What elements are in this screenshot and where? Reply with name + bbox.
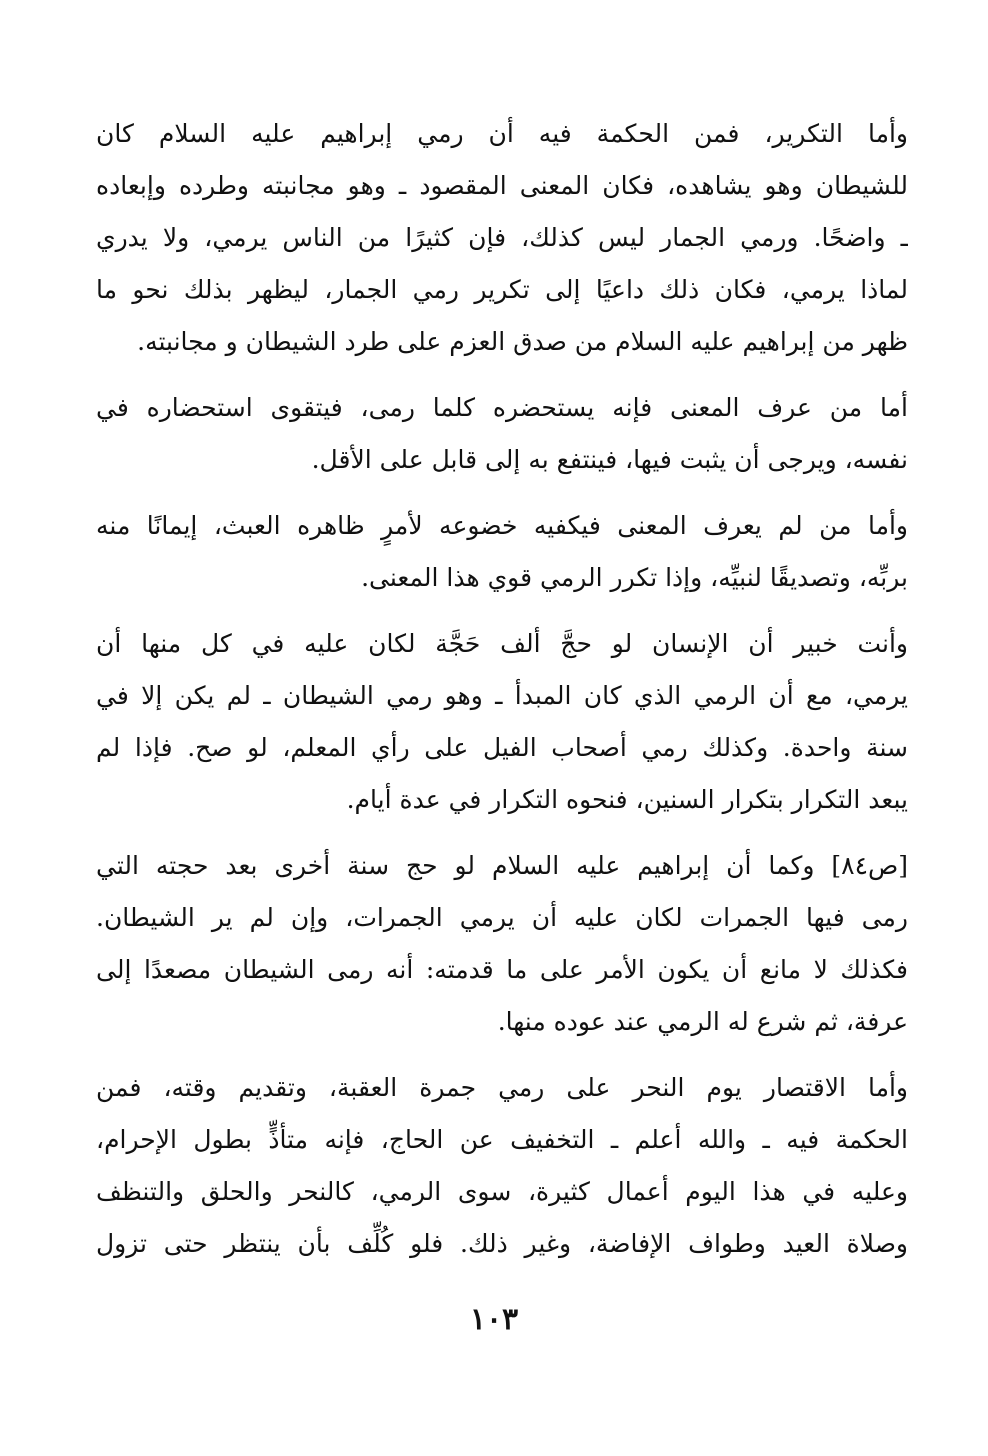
- text-line: وصلاة العيد وطواف الإفاضة، وغير ذلك. فلو كُلِّف بأن ينتظر حتى تزول: [96, 1229, 908, 1258]
- text-line: الحكمة فيه ـ والله أعلم ـ التخفيف عن الحاج، فإنه متأذٍّ بطول الإحرام،: [96, 1125, 908, 1154]
- paragraph: [96, 108, 908, 368]
- page-body: [96, 108, 908, 1284]
- text-line: وأما التكرير، فمن الحكمة فيه أن رمي إبراهيم عليه السلام كان: [96, 119, 908, 148]
- text-line: يبعد التكرار بتكرار السنين، فنحوه التكرار في عدة أيام.: [346, 785, 908, 814]
- text-line: عرفة، ثم شرع له الرمي عند عوده منها.: [497, 1007, 908, 1036]
- text-line: ظهر من إبراهيم عليه السلام من صدق العزم على طرد الشيطان و مجانبته.: [137, 327, 908, 356]
- text-line: لماذا يرمي، فكان ذلك داعيًا إلى تكرير رمي الجمار، ليظهر بذلك نحو ما: [96, 275, 908, 304]
- paragraph: [96, 500, 908, 604]
- text-line: ـ واضحًا. ورمي الجمار ليس كذلك، فإن كثيرًا من الناس يرمي، ولا يدري: [96, 223, 908, 252]
- text-line: وعليه في هذا اليوم أعمال كثيرة، سوى الرمي، كالنحر والحلق والتنظف: [96, 1177, 908, 1206]
- text-line: رمى فيها الجمرات لكان عليه أن يرمي الجمرات، وإن لم ير الشيطان.: [96, 903, 908, 932]
- text-line: يرمي، مع أن الرمي الذي كان المبدأ ـ وهو رمي الشيطان ـ لم يكن إلا في: [96, 681, 908, 710]
- text-line: وأما الاقتصار يوم النحر على رمي جمرة العقبة، وتقديم وقته، فمن: [96, 1073, 908, 1102]
- text-line: [ص٨٤] وكما أن إبراهيم عليه السلام لو حج سنة أخرى بعد حجته التي: [96, 851, 908, 880]
- paragraph: [96, 840, 908, 1048]
- page-number: ١٠٣: [469, 1302, 519, 1337]
- paragraph: [96, 382, 908, 486]
- paragraph: [96, 618, 908, 826]
- text-line: نفسه، ويرجى أن يثبت فيها، فينتفع به إلى قابل على الأقل.: [311, 445, 908, 474]
- text-line: بربِّه، وتصديقًا لنبيِّه، وإذا تكرر الرمي قوي هذا المعنى.: [361, 563, 908, 592]
- text-line: أما من عرف المعنى فإنه يستحضره كلما رمى، فيتقوى استحضاره في: [96, 393, 908, 422]
- text-line: وأما من لم يعرف المعنى فيكفيه خضوعه لأمرٍ ظاهره العبث، إيمانًا منه: [96, 511, 908, 540]
- text-line: للشيطان وهو يشاهده، فكان المعنى المقصود ـ وهو مجانبته وطرده وإبعاده: [96, 171, 908, 200]
- text-line: وأنت خبير أن الإنسان لو حجَّ ألف حَجَّة لكان عليه في كل منها أن: [96, 629, 908, 658]
- paragraph: [96, 1062, 908, 1270]
- text-line: فكذلك لا مانع أن يكون الأمر على ما قدمته: أنه رمى الشيطان مصعدًا إلى: [96, 955, 908, 984]
- text-line: سنة واحدة. وكذلك رمي أصحاب الفيل على رأي المعلم، لو صح. فإذا لم: [96, 733, 908, 762]
